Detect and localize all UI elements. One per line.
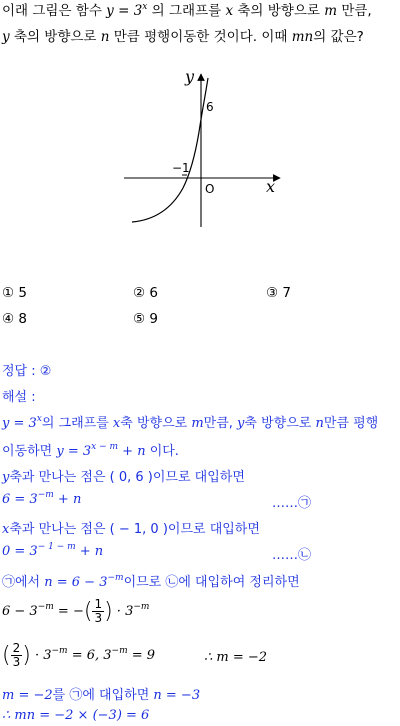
variable-m: m: [191, 416, 204, 431]
solution-text: 축 방향으로: [120, 416, 192, 431]
exponent: −m: [133, 602, 150, 612]
equation: = 6, 3: [67, 648, 112, 663]
x-axis-label: x: [266, 177, 276, 196]
question-text: 축의 방향으로: [9, 29, 101, 45]
equation: = 9: [127, 648, 156, 663]
variable-m: m: [324, 3, 338, 19]
fraction-numerator: 2: [12, 641, 21, 655]
option-1[interactable]: [2, 285, 27, 301]
exponent: −m: [51, 646, 68, 656]
exponent: −m: [37, 602, 54, 612]
solution-line-7: [2, 571, 300, 590]
equation-tag-1: ……㉠: [272, 496, 312, 511]
exponent: −m: [107, 573, 124, 583]
variable-y: y: [2, 29, 10, 45]
question-text: 만큼 평행이동한 것이다. 이때: [109, 29, 292, 45]
option-mark: ③: [266, 285, 279, 301]
equation: · 3: [112, 604, 134, 619]
question-text: 축의 방향으로: [233, 3, 325, 19]
variable-n: n: [100, 29, 110, 45]
exponent: x: [36, 414, 42, 424]
question-text: 만큼,: [337, 3, 372, 19]
exponent: −m: [37, 490, 54, 500]
solution-line-3: [2, 466, 245, 485]
question-text: 의 그래프를: [147, 3, 226, 19]
therefore-m: ∴ m = −2: [204, 650, 268, 665]
equation: 6 = 3: [2, 492, 38, 507]
question-line-2: [2, 28, 364, 46]
equation: n = −3: [153, 688, 201, 703]
option-5[interactable]: [133, 311, 158, 327]
solution-text: 축과 만나는 점은 ( 0, 6 )이므로 대입하면: [9, 470, 245, 485]
function-expression: y = 3: [106, 3, 143, 19]
option-value: 6: [149, 285, 158, 301]
equation: 0 = 3: [2, 544, 38, 559]
left-paren: (: [83, 599, 93, 624]
variable-mn: mn: [291, 29, 314, 45]
solution-line-5: [2, 518, 260, 537]
variable-n: n: [315, 416, 324, 431]
final-result: ∴ mn = −2 × (−3) = 6: [2, 708, 150, 723]
equation-tag-2: ……㉡: [272, 548, 312, 563]
solution-text: 축과 만나는 점은 ( − 1, 0 )이므로 대입하면: [9, 522, 260, 537]
variable-x: x: [112, 416, 121, 431]
exponent: − 1 − m: [37, 542, 76, 552]
variable-x: x: [225, 3, 234, 19]
equation: m = −2: [2, 688, 53, 703]
solution-line-9: [2, 642, 155, 669]
solution-text: 를 ㉠에 대입하면: [52, 688, 154, 703]
exponent: x: [142, 2, 148, 12]
equation: n = 6 − 3: [44, 575, 108, 590]
variable-x: x: [2, 522, 10, 537]
fraction-denominator: 3: [94, 611, 103, 625]
equation: 6 − 3: [2, 604, 38, 619]
solution-line-4: [2, 492, 81, 507]
equation: + n: [75, 544, 104, 559]
solution-text: 축 방향으로: [244, 416, 316, 431]
solution-text: 만큼,: [203, 416, 238, 431]
option-mark: ⑤: [133, 311, 146, 327]
option-value: 8: [18, 311, 27, 327]
solution-text: 이므로 ㉡에 대입하여 정리하면: [123, 575, 300, 590]
right-paren: ): [22, 643, 31, 668]
fraction-denominator: 3: [12, 655, 21, 669]
fraction: [92, 598, 104, 625]
solution-text: 의 그래프를: [41, 416, 113, 431]
solution-line-10: [2, 684, 200, 703]
variable-y: y: [2, 470, 10, 485]
solution-line-1: [2, 412, 378, 431]
solution-line-2: [2, 440, 179, 459]
origin-label: O: [205, 182, 215, 196]
answer-label: 정답 : ②: [2, 364, 52, 379]
fraction: [11, 642, 23, 669]
solution-text: 만큼 평행: [323, 416, 379, 431]
solution-line-6: [2, 544, 103, 559]
option-mark: ②: [133, 285, 146, 301]
option-2[interactable]: [133, 285, 158, 301]
solution-text: 이동하면: [2, 444, 57, 459]
question-line-1: [2, 2, 372, 20]
y-axis-label: y: [185, 67, 195, 86]
x-mark-label: −1: [172, 161, 190, 175]
function-expression: y = 3: [56, 444, 92, 459]
fraction-numerator: 1: [94, 597, 103, 611]
exponent: x − m: [91, 442, 119, 452]
question-text: 이래 그림은 함수: [2, 3, 107, 19]
equation: · 3: [30, 648, 52, 663]
function-expression: y = 3: [2, 416, 37, 431]
option-mark: ④: [2, 311, 15, 327]
explanation-label: 해설 :: [2, 390, 36, 405]
function-graph: [110, 62, 290, 232]
function-expression: + n: [118, 444, 146, 459]
option-value: 5: [18, 285, 27, 301]
right-paren: ): [104, 599, 113, 624]
left-paren: (: [2, 643, 11, 668]
equation: = −: [53, 604, 84, 619]
exponent: −m: [111, 646, 128, 656]
y-intercept-label: 6: [206, 100, 214, 114]
equation: + n: [53, 492, 82, 507]
option-4[interactable]: [2, 311, 27, 327]
option-value: 7: [282, 285, 291, 301]
solution-text: 이다.: [145, 444, 179, 459]
variable-y: y: [237, 416, 245, 431]
option-3[interactable]: [266, 285, 291, 301]
exponential-curve: [132, 78, 208, 222]
solution-line-8: [2, 598, 149, 625]
solution-text: ㉠에서: [2, 575, 45, 590]
option-value: 9: [149, 311, 158, 327]
question-text: 의 값은?: [313, 29, 364, 45]
option-mark: ①: [2, 285, 15, 301]
